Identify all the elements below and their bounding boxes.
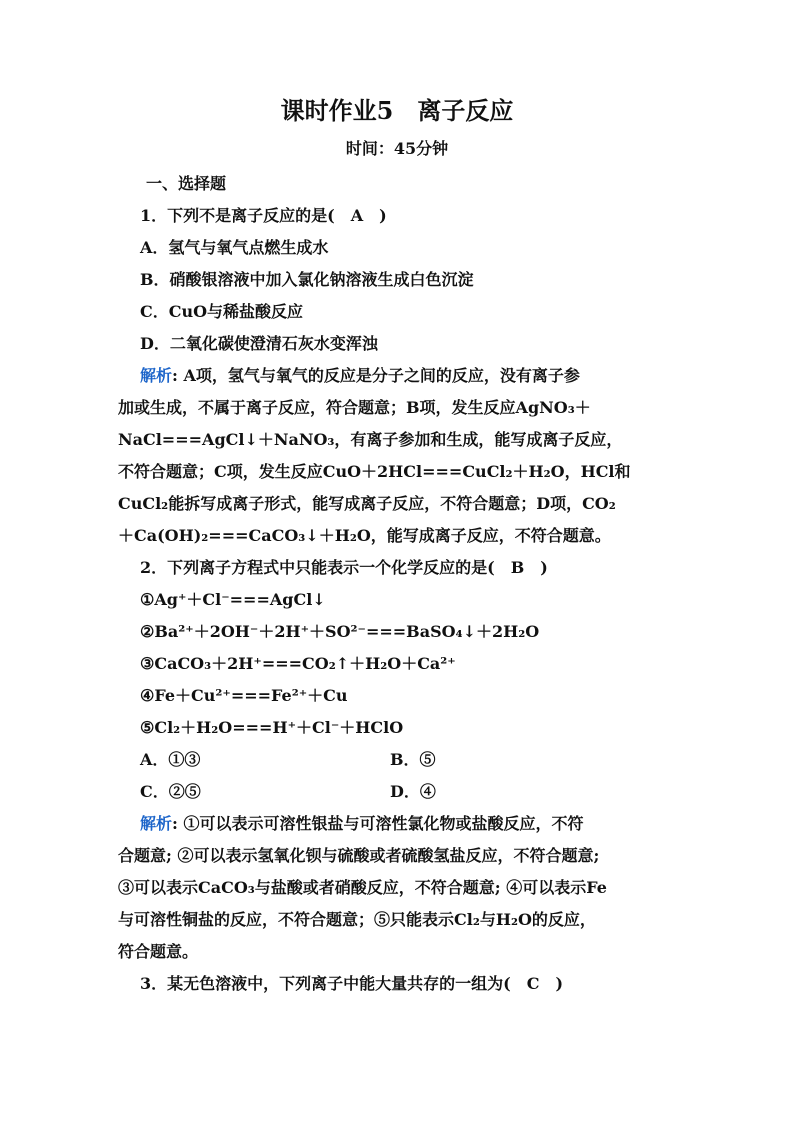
q1-explanation-text: : A项，氢气与氧气的反应是分子之间的反应，没有离子参	[172, 366, 580, 385]
q1-option-d: D．二氧化碳使澄清石灰水变浑浊	[140, 334, 378, 353]
section-heading: 一、选择题	[146, 174, 227, 193]
q2-explanation-line: 与可溶性铜盐的反应，不符合题意；⑤只能表示Cl₂与H₂O的反应，	[118, 910, 596, 929]
q2-explanation-line: 符合题意。	[118, 942, 199, 961]
q1-option-b: B．硝酸银溶液中加入氯化钠溶液生成白色沉淀	[140, 270, 474, 289]
q2-equation-5: ⑤Cl₂＋H₂O===H⁺＋Cl⁻＋HClO	[140, 718, 404, 737]
q2-explanation-text: : ①可以表示可溶性银盐与可溶性氯化物或盐酸反应，不符	[172, 814, 584, 833]
q2-equation-3: ③CaCO₃＋2H⁺===CO₂↑＋H₂O＋Ca²⁺	[140, 654, 456, 673]
q1-explanation-line	[118, 360, 680, 392]
q2-option-c: C．②⑤	[140, 782, 201, 801]
q2-option-b: B．⑤	[390, 750, 436, 769]
q3-stem: 3．某无色溶液中，下列离子中能大量共存的一组为( C )	[140, 974, 564, 993]
q2-explanation-line: 合题意; ②可以表示氢氧化钡与硫酸或者硫酸氢盐反应，不符合题意;	[118, 846, 600, 865]
q1-explanation-line: NaCl===AgCl↓＋NaNO₃，有离子参加和生成，能写成离子反应，	[118, 430, 623, 449]
q2-equation-4: ④Fe＋Cu²⁺===Fe²⁺＋Cu	[140, 686, 348, 705]
q1-explanation-line: 加或生成，不属于离子反应，符合题意；B项，发生反应AgNO₃＋	[118, 398, 591, 417]
q2-options-row-1	[118, 744, 680, 776]
document-body	[118, 168, 680, 1000]
q2-equation-1: ①Ag⁺＋Cl⁻===AgCl↓	[140, 590, 326, 609]
q2-option-d: D．④	[390, 782, 436, 801]
q2-options-row-2	[118, 776, 680, 808]
q1-explanation-line: CuCl₂能拆写成离子形式，能写成离子反应，不符合题意；D项，CO₂	[118, 494, 616, 513]
q1-stem: 1．下列不是离子反应的是( A )	[140, 206, 387, 225]
q2-explanation-label: 解析	[140, 814, 173, 833]
q1-option-a: A．氢气与氧气点燃生成水	[140, 238, 329, 257]
q1-explanation-line: 不符合题意；C项，发生反应CuO＋2HCl===CuCl₂＋H₂O，HCl和	[118, 462, 631, 481]
time-limit: 时间：45分钟	[345, 139, 449, 158]
q2-explanation-line: ③可以表示CaCO₃与盐酸或者硝酸反应，不符合题意; ④可以表示Fe	[118, 878, 607, 897]
page-title: 课时作业5 离子反应	[280, 96, 514, 125]
q2-equation-2: ②Ba²⁺＋2OH⁻＋2H⁺＋SO²⁻===BaSO₄↓＋2H₂O	[140, 622, 540, 641]
q1-explanation-line: ＋Ca(OH)₂===CaCO₃↓＋H₂O，能写成离子反应，不符合题意。	[118, 526, 611, 545]
q2-stem: 2．下列离子方程式中只能表示一个化学反应的是( B )	[140, 558, 548, 577]
q2-explanation-line	[118, 808, 680, 840]
q2-option-a: A．①③	[140, 750, 201, 769]
q1-explanation-label: 解析	[140, 366, 173, 385]
q1-option-c: C．CuO与稀盐酸反应	[140, 302, 304, 321]
